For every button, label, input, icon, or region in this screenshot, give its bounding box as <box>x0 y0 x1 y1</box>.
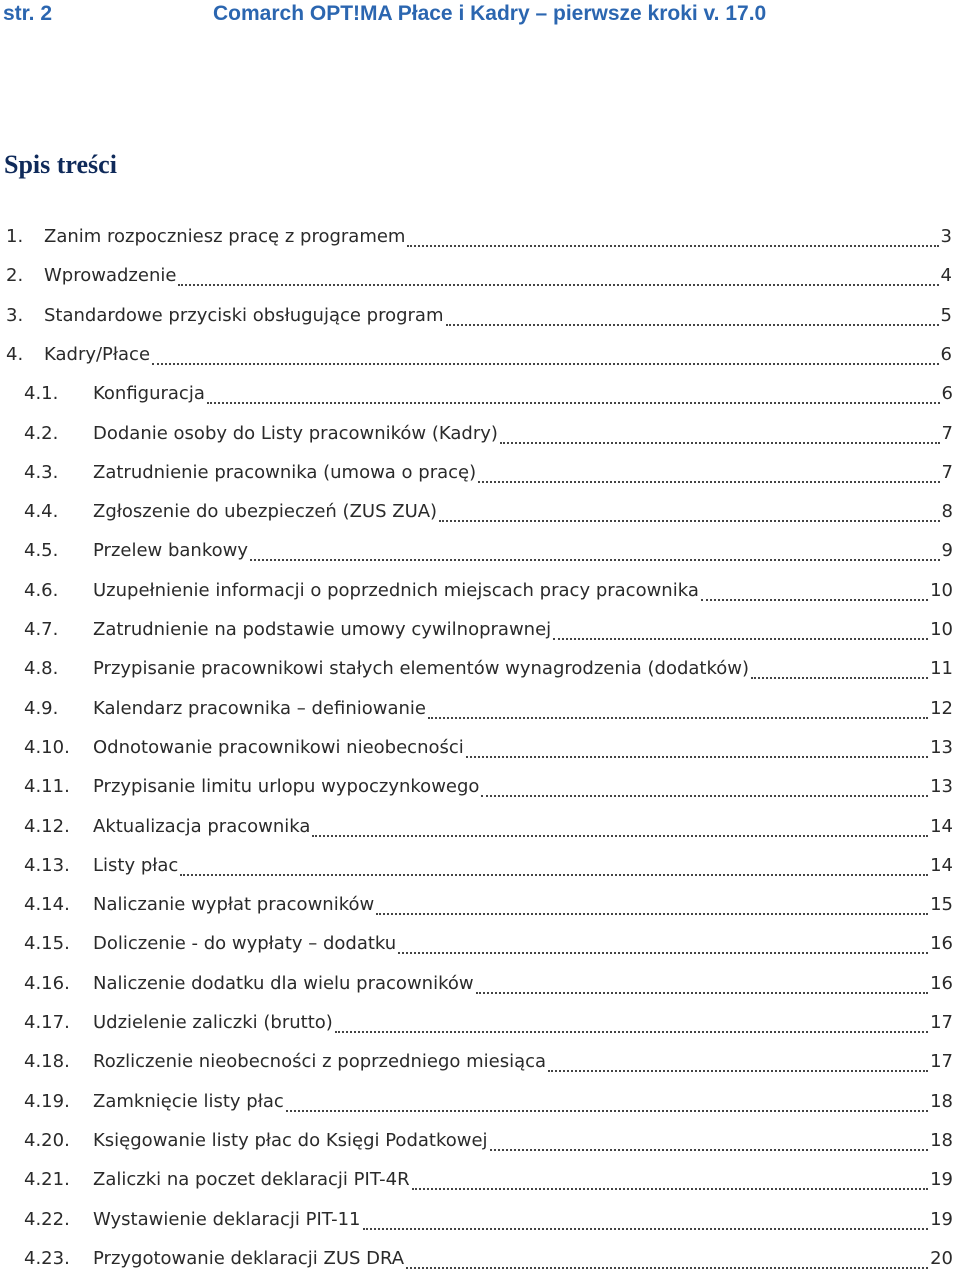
toc-dot-leader <box>548 1070 928 1072</box>
toc-entry-label: Przelew bankowy <box>93 540 249 562</box>
toc-dot-leader <box>439 520 939 522</box>
toc-entry-number: 4.22. <box>24 1208 70 1230</box>
toc-entry-label: Zatrudnienie pracownika (umowa o pracę) <box>93 461 477 483</box>
toc-entry-number: 4.1. <box>24 383 59 405</box>
toc-entry-number: 4.8. <box>24 658 59 680</box>
toc-entry-page: 10 <box>930 619 953 640</box>
toc-dot-leader <box>312 835 928 837</box>
toc-entry[interactable] <box>24 737 953 767</box>
toc-dot-leader <box>490 1149 929 1151</box>
toc-entry-label: Uzupełnienie informacji o poprzednich miejscach pracy pracownika <box>93 579 699 601</box>
toc-entry[interactable] <box>6 305 952 335</box>
toc-entry[interactable] <box>24 816 953 846</box>
toc-entry[interactable] <box>6 265 952 295</box>
toc-dot-leader <box>398 952 928 954</box>
toc-dot-leader <box>335 1031 928 1033</box>
toc-entry[interactable] <box>24 1130 953 1160</box>
toc-entry-number: 4.21. <box>24 1169 70 1191</box>
toc-entry[interactable] <box>24 933 953 963</box>
toc-entry-label: Naliczanie wypłat pracowników <box>93 894 375 916</box>
toc-entry[interactable] <box>24 540 953 570</box>
toc-entry[interactable] <box>24 1012 953 1042</box>
toc-entry-page: 17 <box>930 1012 953 1033</box>
toc-entry-label: Kalendarz pracownika – definiowanie <box>93 697 426 719</box>
toc-entry[interactable] <box>24 855 953 885</box>
toc-entry-page: 19 <box>930 1208 953 1230</box>
toc-entry-label: Przypisanie pracownikowi stałych elementów wynagrodzenia (dodatków) <box>93 658 750 680</box>
toc-entry[interactable] <box>24 383 953 413</box>
toc-entry[interactable] <box>24 1051 953 1081</box>
toc-dot-leader <box>286 1110 928 1112</box>
toc-entry[interactable] <box>24 776 953 806</box>
toc-entry-number: 4.6. <box>24 579 59 601</box>
toc-entry-label: Naliczenie dodatku dla wielu pracowników <box>93 972 474 994</box>
toc-entry-page: 18 <box>930 1090 953 1112</box>
toc-dot-leader <box>751 677 928 679</box>
toc-dot-leader <box>553 638 928 640</box>
toc-entry-number: 4.16. <box>24 972 70 994</box>
toc-entry-number: 4.20. <box>24 1129 70 1151</box>
toc-entry-page: 5 <box>940 304 952 326</box>
toc-dot-leader <box>446 324 939 326</box>
page-number: str. 2 <box>3 2 53 25</box>
toc-dot-leader <box>466 756 928 758</box>
toc-entry-page: 8 <box>941 501 953 523</box>
toc-entry-page: 19 <box>930 1169 953 1191</box>
toc-entry[interactable] <box>24 658 953 688</box>
toc-entry-page: 15 <box>930 894 953 916</box>
toc-entry[interactable] <box>24 1091 953 1121</box>
toc-entry-number: 4.4. <box>24 501 59 523</box>
toc-entry-number: 4.12. <box>24 815 70 837</box>
toc-entry-number: 4.7. <box>24 619 59 640</box>
toc-entry-label: Konfiguracja <box>93 383 205 405</box>
toc-entry-page: 13 <box>930 776 953 798</box>
toc-entry-number: 4.2. <box>24 422 59 444</box>
toc-dot-leader <box>407 245 938 247</box>
toc-entry-number: 4.10. <box>24 736 70 758</box>
toc-entry[interactable] <box>24 698 953 728</box>
document-title: Comarch OPT!MA Płace i Kadry – pierwsze kroki v. 17.0 <box>213 2 767 25</box>
toc-entry-label: Zatrudnienie na podstawie umowy cywilnoprawnej <box>93 619 552 640</box>
toc-entry-page: 3 <box>940 226 952 247</box>
toc-entry-number: 3. <box>6 304 24 326</box>
toc-entry-label: Rozliczenie nieobecności z poprzedniego miesiąca <box>93 1051 547 1073</box>
toc-entry[interactable] <box>24 973 953 1003</box>
toc-dot-leader <box>180 874 928 876</box>
toc-entry-page: 6 <box>941 383 953 405</box>
toc-dot-leader <box>500 442 940 444</box>
toc-entry[interactable] <box>24 1248 953 1278</box>
toc-entry-label: Dodanie osoby do Listy pracowników (Kadry) <box>93 422 498 444</box>
toc-entry-label: Wprowadzenie <box>44 265 177 287</box>
toc-heading: Spis treści <box>4 150 117 179</box>
toc-entry[interactable] <box>24 1209 953 1239</box>
toc-entry-page: 17 <box>930 1051 953 1073</box>
toc-entry-number: 4.18. <box>24 1051 70 1073</box>
toc-entry-number: 4. <box>6 343 24 365</box>
toc-dot-leader <box>363 1228 929 1230</box>
toc-entry-page: 18 <box>930 1129 953 1151</box>
toc-entry-label: Aktualizacja pracownika <box>93 815 311 837</box>
toc-entry-number: 4.5. <box>24 540 59 562</box>
toc-entry-label: Przypisanie limitu urlopu wypoczynkowego <box>93 776 480 798</box>
toc-entry-number: 4.3. <box>24 461 59 483</box>
toc-entry-label: Standardowe przyciski obsługujące program <box>44 304 444 326</box>
toc-entry[interactable] <box>24 894 953 924</box>
toc-dot-leader <box>478 481 939 483</box>
toc-dot-leader <box>250 559 940 561</box>
toc-entry-page: 16 <box>930 933 953 955</box>
toc-entry[interactable] <box>24 501 953 531</box>
toc-entry-label: Kadry/Płace <box>44 343 151 365</box>
toc-entry-number: 1. <box>6 226 24 247</box>
toc-dot-leader <box>476 992 929 994</box>
toc-entry-page: 11 <box>930 658 953 680</box>
toc-dot-leader <box>428 717 928 719</box>
toc-entry-page: 20 <box>930 1247 953 1269</box>
toc-entry-label: Zamknięcie listy płac <box>93 1090 284 1112</box>
toc-entry[interactable] <box>6 226 952 256</box>
toc-entry[interactable] <box>24 1169 953 1199</box>
toc-entry-label: Przygotowanie deklaracji ZUS DRA <box>93 1247 405 1269</box>
toc-entry-page: 14 <box>930 854 953 876</box>
toc-entry-page: 13 <box>930 736 953 758</box>
toc-entry-number: 4.14. <box>24 894 70 916</box>
toc-entry-number: 2. <box>6 265 24 287</box>
toc-entry-number: 4.19. <box>24 1090 70 1112</box>
toc-entry-number: 4.11. <box>24 776 70 798</box>
toc-entry[interactable] <box>24 462 953 492</box>
toc-dot-leader <box>376 913 928 915</box>
toc-dot-leader <box>207 402 940 404</box>
toc-entry-label: Zaliczki na poczet deklaracji PIT-4R <box>93 1169 410 1191</box>
toc-entry[interactable] <box>24 580 953 610</box>
toc-entry-page: 9 <box>941 540 953 562</box>
toc-entry-page: 7 <box>941 461 953 483</box>
toc-entry-number: 4.15. <box>24 933 70 955</box>
toc-entry-label: Odnotowanie pracownikowi nieobecności <box>93 736 464 758</box>
toc-entry-page: 7 <box>941 422 953 444</box>
toc-entry-page: 4 <box>940 265 952 287</box>
toc-entry-page: 10 <box>930 579 953 601</box>
toc-entry-page: 14 <box>930 815 953 837</box>
toc-dot-leader <box>152 363 939 365</box>
toc-entry[interactable] <box>24 423 953 453</box>
toc-entry-label: Zgłoszenie do ubezpieczeń (ZUS ZUA) <box>93 501 438 523</box>
toc-dot-leader <box>178 284 938 286</box>
toc-entry-label: Listy płac <box>93 854 179 876</box>
toc-entry-label: Doliczenie - do wypłaty – dodatku <box>93 933 397 955</box>
toc-entry-label: Zanim rozpoczniesz pracę z programem <box>44 226 406 247</box>
toc-entry-label: Udzielenie zaliczki (brutto) <box>93 1012 333 1033</box>
toc-entry[interactable] <box>24 619 953 649</box>
toc-dot-leader <box>481 795 928 797</box>
toc-dot-leader <box>701 599 928 601</box>
toc-entry-number: 4.23. <box>24 1247 70 1269</box>
toc-dot-leader <box>412 1188 928 1190</box>
toc-entry-label: Księgowanie listy płac do Księgi Podatkowej <box>93 1129 488 1151</box>
toc-entry-number: 4.13. <box>24 854 70 876</box>
toc-entry-number: 4.9. <box>24 697 59 719</box>
page-header <box>0 0 960 34</box>
toc-entry-label: Wystawienie deklaracji PIT-11 <box>93 1208 361 1230</box>
toc-entry-page: 12 <box>930 697 953 719</box>
toc-entry[interactable] <box>6 344 952 374</box>
toc-entry-page: 16 <box>930 972 953 994</box>
toc-dot-leader <box>406 1267 928 1269</box>
toc-entry-number: 4.17. <box>24 1012 70 1033</box>
toc-entry-page: 6 <box>940 343 952 365</box>
